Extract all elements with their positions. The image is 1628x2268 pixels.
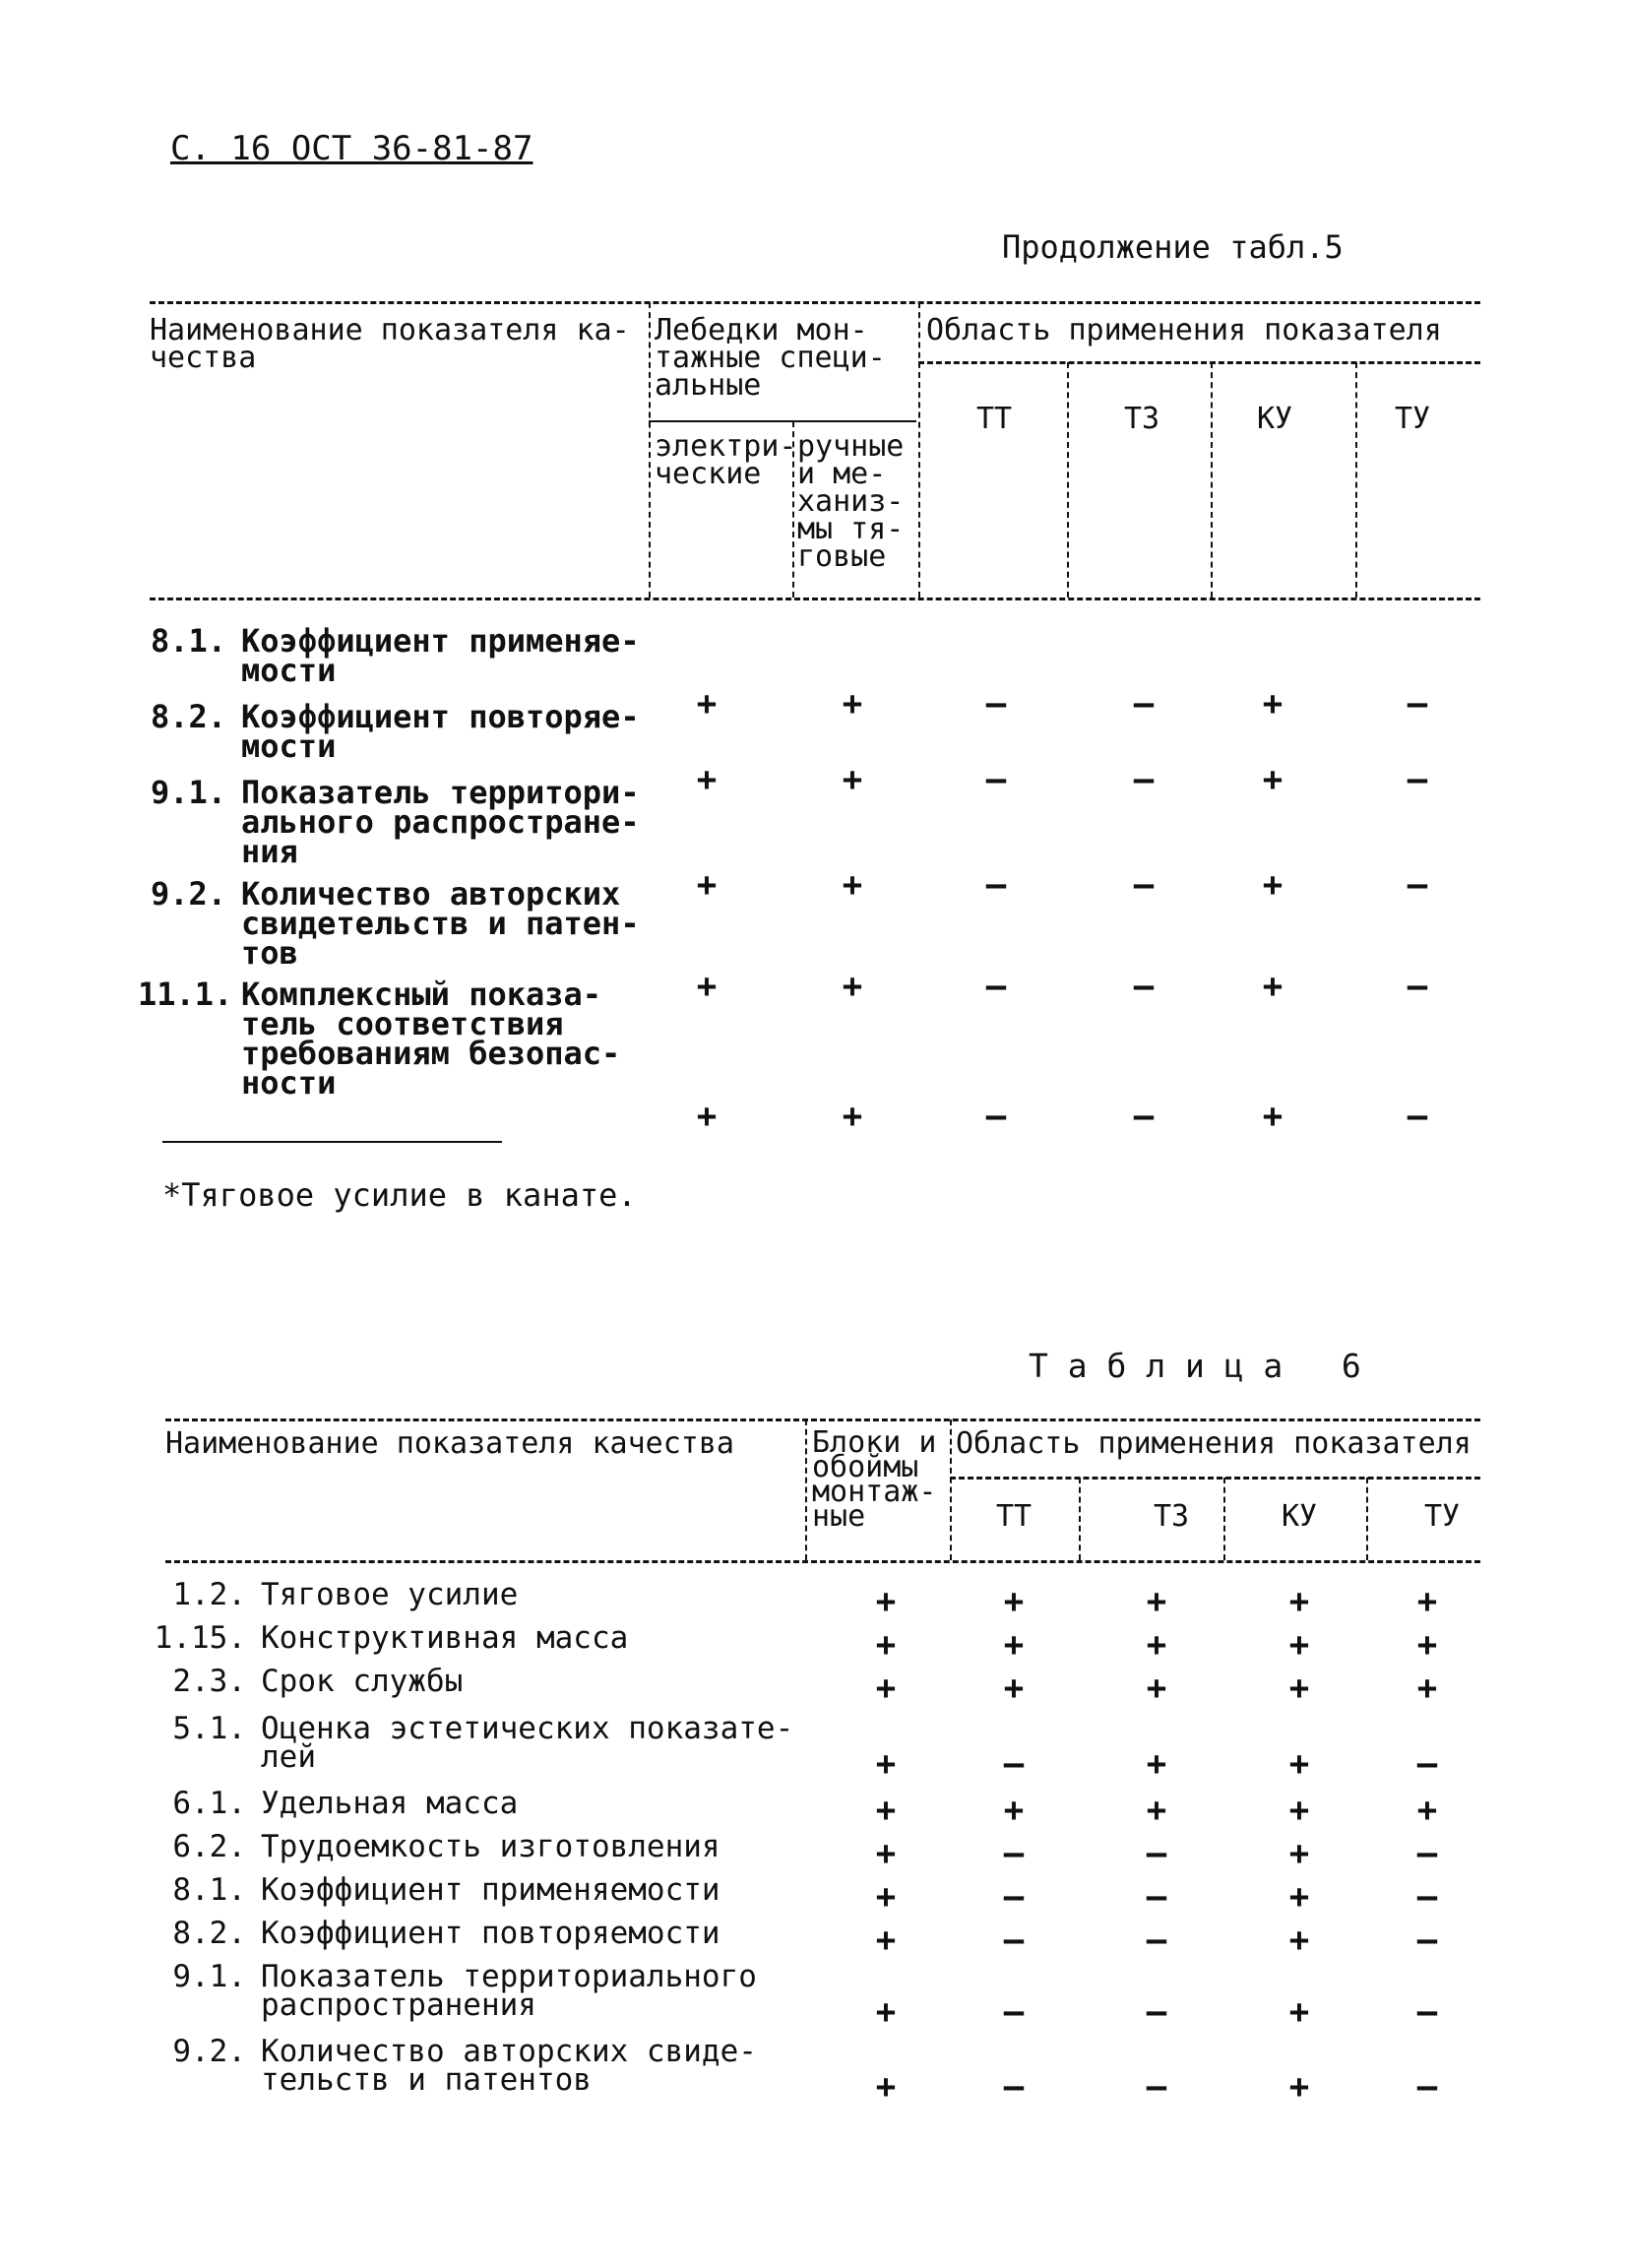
table5-vline [1211,362,1213,598]
row-label: Показатель территориального распространения [261,1959,757,2023]
table6-top-rule [165,1418,1480,1421]
row-number: 8.1. [172,1872,246,1908]
table5-caption: Продолжение табл.5 [1002,228,1344,266]
row-label: Количество авторских свиде- тельств и патентов [261,2034,757,2098]
mark-cell: + [1288,1791,1310,1830]
mark-cell: – [1407,684,1428,724]
row-number: 5.1. [172,1711,246,1746]
table5-top-rule [150,301,1480,304]
mark-cell: + [1262,967,1284,1006]
table6-vline [805,1419,807,1560]
table6-area-col-tz: ТЗ [1153,1499,1190,1534]
row-number: 1.2. [172,1577,246,1612]
mark-cell: + [1288,1992,1310,2032]
mark-cell: + [1262,865,1284,905]
table5-header-bottom-rule [150,598,1480,600]
row-label: Конструктивная масса [261,1620,629,1656]
table5-area-col-tu: ТУ [1394,402,1431,436]
mark-cell: + [875,1582,897,1621]
mark-cell: – [1416,1744,1438,1784]
table6-area-col-tu: ТУ [1423,1499,1461,1534]
mark-cell: + [1262,684,1284,724]
mark-cell: + [842,865,863,905]
table5-area-col-ku: КУ [1256,402,1293,436]
mark-cell: + [875,1834,897,1873]
mark-cell: + [1288,1921,1310,1960]
mark-cell: – [1407,760,1428,799]
mark-cell: – [1133,1097,1155,1136]
table6-header-bottom-rule [165,1560,1480,1563]
footnote-separator [162,1141,502,1143]
mark-cell: + [842,967,863,1006]
mark-cell: + [696,684,718,724]
row-number: 9.2. [172,2034,246,2069]
mark-cell: + [842,760,863,799]
mark-cell: + [875,1669,897,1708]
mark-cell: – [1133,865,1155,905]
table5-vline [918,302,920,598]
mark-cell: + [1003,1582,1025,1621]
table5-area-col-tt: ТТ [975,402,1013,436]
mark-cell: + [1003,1791,1025,1830]
mark-cell: + [1146,1669,1167,1708]
row-label: Показатель территори- ального распростране- ния [241,774,640,870]
table5-winches-header: Лебедки мон- тажные специ- альные [655,313,886,403]
mark-cell: – [1416,1992,1438,2032]
row-label: Коэффициент повторяемости [261,1916,720,1951]
page-header: С. 16 ОСТ 36-81-87 [170,129,533,168]
mark-cell: + [875,1744,897,1784]
footnote: *Тяговое усилие в канате. [162,1176,637,1214]
mark-cell: – [985,760,1007,799]
mark-cell: – [985,967,1007,1006]
table5-vline [1355,362,1357,598]
table5-electric-header: электри- ческие [655,429,797,491]
mark-cell: + [1416,1582,1438,1621]
mark-cell: + [1288,1625,1310,1665]
mark-cell: + [696,865,718,905]
table6-caption: Т а б л и ц а 6 [1029,1347,1361,1385]
mark-cell: + [1262,760,1284,799]
row-number: 6.2. [172,1829,246,1864]
mark-cell: + [1416,1669,1438,1708]
mark-cell: + [696,1097,718,1136]
mark-cell: – [1416,1921,1438,1960]
mark-cell: – [1003,1877,1025,1917]
table5-manual-header: ручные и ме- ханиз- мы тя- говые [797,429,905,574]
mark-cell: – [1146,2067,1167,2107]
mark-cell: + [1003,1625,1025,1665]
table5-area-subrule [918,361,1480,364]
row-label: Срок службы [261,1664,464,1699]
row-label: Комплексный показа- тель соответствия требованиям безопас- ности [241,976,621,1102]
table6-col-name-header: Наименование показателя качества [165,1426,734,1461]
mark-cell: + [1146,1625,1167,1665]
mark-cell: + [1262,1097,1284,1136]
mark-cell: + [1288,1877,1310,1917]
mark-cell: + [1003,1669,1025,1708]
row-label: Удельная масса [261,1786,519,1821]
mark-cell: – [1003,1921,1025,1960]
mark-cell: + [875,1791,897,1830]
table6-area-header: Область применения показателя [956,1426,1471,1461]
table6-blocks-header: Блоки и обоймы монтаж- ные [812,1425,937,1534]
table6-vline [950,1419,952,1560]
table6-area-col-ku: КУ [1281,1499,1318,1534]
table5-vline [649,302,651,598]
mark-cell: + [875,1921,897,1960]
row-label: Количество авторских свидетельств и патен- тов [241,875,640,972]
mark-cell: + [1146,1744,1167,1784]
mark-cell: + [842,1097,863,1136]
mark-cell: – [1003,1992,1025,2032]
mark-cell: + [696,760,718,799]
row-number: 9.2. [150,875,226,913]
mark-cell: – [1146,1992,1167,2032]
row-number: 2.3. [172,1664,246,1699]
table6-vline [1366,1478,1368,1560]
table6-area-subrule [950,1477,1480,1480]
row-number: 11.1. [138,976,233,1013]
mark-cell: – [1146,1834,1167,1873]
row-number: 1.15. [154,1620,246,1656]
table5-area-col-tz: ТЗ [1123,402,1160,436]
table5-area-header: Область применения показателя [926,313,1442,347]
mark-cell: + [1288,1834,1310,1873]
mark-cell: – [1146,1877,1167,1917]
mark-cell: + [842,684,863,724]
mark-cell: + [696,967,718,1006]
mark-cell: + [1288,2067,1310,2107]
table5-group-subrule [649,420,916,422]
mark-cell: + [1288,1582,1310,1621]
mark-cell: – [985,865,1007,905]
row-label: Коэффициент применяе- мости [241,622,640,689]
mark-cell: – [1407,1097,1428,1136]
row-number: 9.1. [172,1959,246,1994]
mark-cell: + [1416,1791,1438,1830]
row-number: 9.1. [150,774,226,811]
table6-vline [1079,1478,1081,1560]
mark-cell: + [875,1877,897,1917]
mark-cell: + [875,1992,897,2032]
table6-area-col-tt: ТТ [995,1499,1033,1534]
table6-vline [1223,1478,1225,1560]
mark-cell: – [1416,1877,1438,1917]
row-number: 8.2. [150,698,226,735]
row-number: 6.1. [172,1786,246,1821]
mark-cell: + [1146,1582,1167,1621]
row-label: Тяговое усилие [261,1577,519,1612]
mark-cell: + [1416,1625,1438,1665]
mark-cell: – [1416,2067,1438,2107]
mark-cell: – [1003,1834,1025,1873]
mark-cell: – [1407,967,1428,1006]
row-number: 8.2. [172,1916,246,1951]
mark-cell: + [1288,1669,1310,1708]
table5-col-name-header: Наименование показателя ка- чества [150,313,630,375]
mark-cell: + [1288,1744,1310,1784]
mark-cell: – [1146,1921,1167,1960]
mark-cell: – [1003,1744,1025,1784]
mark-cell: + [875,1625,897,1665]
mark-cell: + [875,2067,897,2107]
mark-cell: – [985,684,1007,724]
row-label: Оценка эстетических показате- лей [261,1711,794,1775]
row-number: 8.1. [150,622,226,660]
mark-cell: – [1416,1834,1438,1873]
mark-cell: – [1003,2067,1025,2107]
mark-cell: – [985,1097,1007,1136]
mark-cell: – [1133,684,1155,724]
row-label: Трудоемкость изготовления [261,1829,720,1864]
mark-cell: – [1407,865,1428,905]
table5-vline [1067,362,1069,598]
mark-cell: – [1133,760,1155,799]
mark-cell: – [1133,967,1155,1006]
row-label: Коэффициент повторяе- мости [241,698,640,765]
mark-cell: + [1146,1791,1167,1830]
row-label: Коэффициент применяемости [261,1872,720,1908]
